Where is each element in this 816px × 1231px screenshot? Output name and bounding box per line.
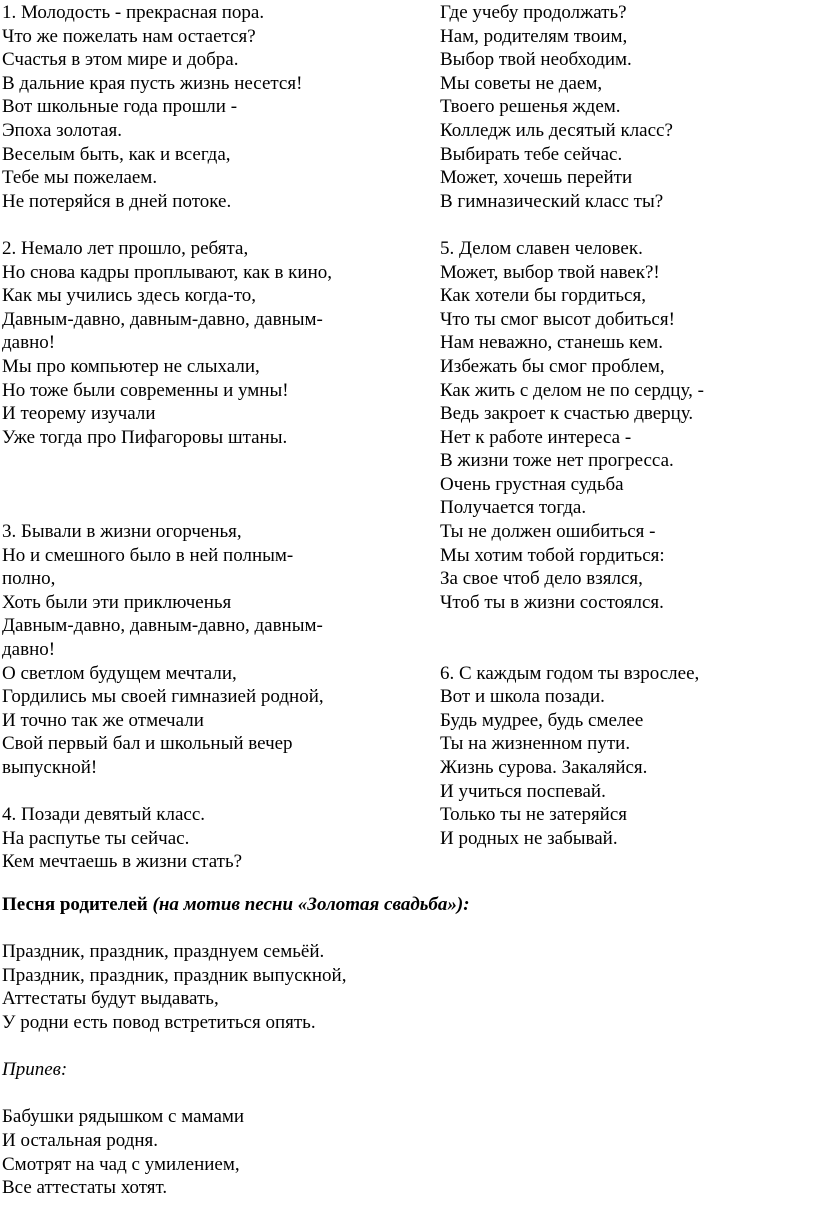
poem-line: Как мы учились здесь когда-то,	[2, 285, 257, 307]
poem-line: 5. Делом славен человек.	[440, 237, 643, 259]
song-subtitle: (на мотив песни «Золотая свадьба»):	[147, 894, 470, 915]
spacer	[2, 780, 422, 804]
poem-line: Мы про компьютер не слыхали,	[2, 355, 260, 377]
song-title: Песня родителей	[2, 894, 148, 915]
poem-line: Ведь закроет к счастью дверцу.	[440, 403, 694, 425]
poem-line: Мы хотим тобой гордиться:	[440, 544, 665, 566]
poem-line: О светлом будущем мечтали,	[2, 662, 237, 684]
poem-line: Твоего решенья ждем.	[440, 96, 621, 118]
poem-line: Избежать бы смог проблем,	[440, 355, 665, 377]
poem-line: Не потеряйся в дней потоке.	[2, 190, 232, 212]
poem-line: Может, хочешь перейти	[440, 167, 633, 189]
poem-line: 3. Бывали в жизни огорченья,	[2, 521, 242, 543]
poem-line: Нам, родителям твоим,	[440, 25, 628, 47]
chorus-line: Смотрят на чад с умилением,	[2, 1153, 240, 1175]
poem-line: давно!	[2, 639, 56, 661]
poem-line: Что же пожелать нам остается?	[2, 25, 256, 47]
verse-line: Аттестаты будут выдавать,	[2, 988, 219, 1010]
poem-line: Веселым быть, как и всегда,	[2, 143, 231, 165]
spacer	[440, 638, 810, 662]
verse	[2, 940, 802, 1034]
poem-line: давно!	[2, 332, 56, 354]
poem-line: Эпоха золотая.	[2, 119, 123, 141]
chorus	[2, 1105, 802, 1199]
poem-line: На распутье ты сейчас.	[2, 827, 190, 849]
poem-line: Свой первый бал и школьный вечер	[2, 733, 293, 755]
poem-line: Чтоб ты в жизни состоялся.	[440, 591, 664, 613]
poem-line: Но снова кадры проплывают, как в кино,	[2, 261, 332, 283]
poem-line: 2. Немало лет прошло, ребята,	[2, 237, 249, 259]
poem-line: Счастья в этом мире и добра.	[2, 49, 239, 71]
poem-line: 6. С каждым годом ты взрослее,	[440, 662, 700, 684]
poem-line: Тебе мы пожелаем.	[2, 167, 158, 189]
poem-line: полно,	[2, 568, 56, 590]
poem-line: Давным-давно, давным-давно, давным-	[2, 308, 323, 330]
poem-line: Ты на жизненном пути.	[440, 733, 631, 755]
chorus-line: И остальная родня.	[2, 1129, 159, 1151]
poem-line: Что ты смог высот добиться!	[440, 308, 675, 330]
poem-line: Выбор твой необходим.	[440, 49, 632, 71]
poem-line: Гордились мы своей гимназией родной,	[2, 686, 324, 708]
poem-line: Кем мечтаешь в жизни стать?	[2, 851, 243, 873]
poem-line: Жизнь сурова. Закаляйся.	[440, 757, 648, 778]
poem-line: И учиться поспевай.	[440, 780, 606, 802]
poem-line: Хоть были эти приключенья	[2, 591, 232, 613]
poem-line: И родных не забывай.	[440, 827, 618, 849]
poem-line: Будь мудрее, будь смелее	[440, 709, 644, 731]
poem-line: Как хотели бы гордиться,	[440, 285, 646, 307]
poem-line: Но и смешного было в ней полным-	[2, 544, 294, 566]
left-column	[2, 1, 422, 874]
parents-song-section	[2, 893, 802, 1200]
poem-line: Нет к работе интереса -	[440, 426, 632, 448]
poem-line: Выбирать тебе сейчас.	[440, 143, 623, 165]
poem-line: Как жить с делом не по сердцу, -	[440, 379, 704, 401]
chorus-label: Припев:	[2, 1059, 68, 1081]
spacer	[2, 449, 422, 473]
poem-line: За свое чтоб дело взялся,	[440, 568, 643, 590]
spacer	[2, 917, 802, 941]
poem-line: Только ты не затеряйся	[440, 804, 628, 826]
poem-line: И точно так же отмечали	[2, 709, 204, 731]
poem-line: Ты не должен ошибиться -	[440, 521, 656, 543]
poem-line: 1. Молодость - прекрасная пора.	[2, 2, 265, 23]
verse-line: Праздник, праздник, празднуем семьёй.	[2, 941, 325, 963]
poem-line: Где учебу продолжать?	[440, 2, 627, 23]
poem-line: выпускной!	[2, 757, 98, 778]
song-heading	[2, 893, 802, 917]
spacer	[2, 473, 422, 497]
poem-line: И теорему изучали	[2, 403, 156, 425]
poem-line: 4. Позади девятый класс.	[2, 804, 206, 826]
spacer	[2, 496, 422, 520]
poem-line: Может, выбор твой навек?!	[440, 261, 660, 283]
chorus-line: Бабушки рядышком с мамами	[2, 1106, 245, 1128]
verse-line: Праздник, праздник, праздник выпускной,	[2, 964, 347, 986]
spacer	[2, 1035, 802, 1059]
poem-line: Очень грустная судьба	[440, 473, 624, 495]
poem-line: Уже тогда про Пифагоровы штаны.	[2, 426, 288, 448]
poem-line: Вот школьные года прошли -	[2, 96, 238, 118]
poem-line: В жизни тоже нет прогресса.	[440, 450, 674, 472]
right-column	[440, 1, 810, 850]
poem-line: Вот и школа позади.	[440, 686, 605, 708]
verse-line: У родни есть повод встретиться опять.	[2, 1011, 316, 1033]
poem-line: Получается тогда.	[440, 497, 587, 519]
spacer	[2, 213, 422, 237]
poem-line: Мы советы не даем,	[440, 72, 603, 94]
chorus-line: Все аттестаты хотят.	[2, 1177, 168, 1199]
poem-line: Но тоже были современны и умны!	[2, 379, 289, 401]
poem-line: Давным-давно, давным-давно, давным-	[2, 615, 323, 637]
spacer	[440, 213, 810, 237]
poem-line: В гимназический класс ты?	[440, 190, 664, 212]
poem-line: В дальние края пусть жизнь несется!	[2, 72, 303, 94]
spacer	[2, 1082, 802, 1106]
poem-line: Колледж иль десятый класс?	[440, 119, 673, 141]
poem-line: Нам неважно, станешь кем.	[440, 332, 663, 354]
spacer	[440, 614, 810, 638]
